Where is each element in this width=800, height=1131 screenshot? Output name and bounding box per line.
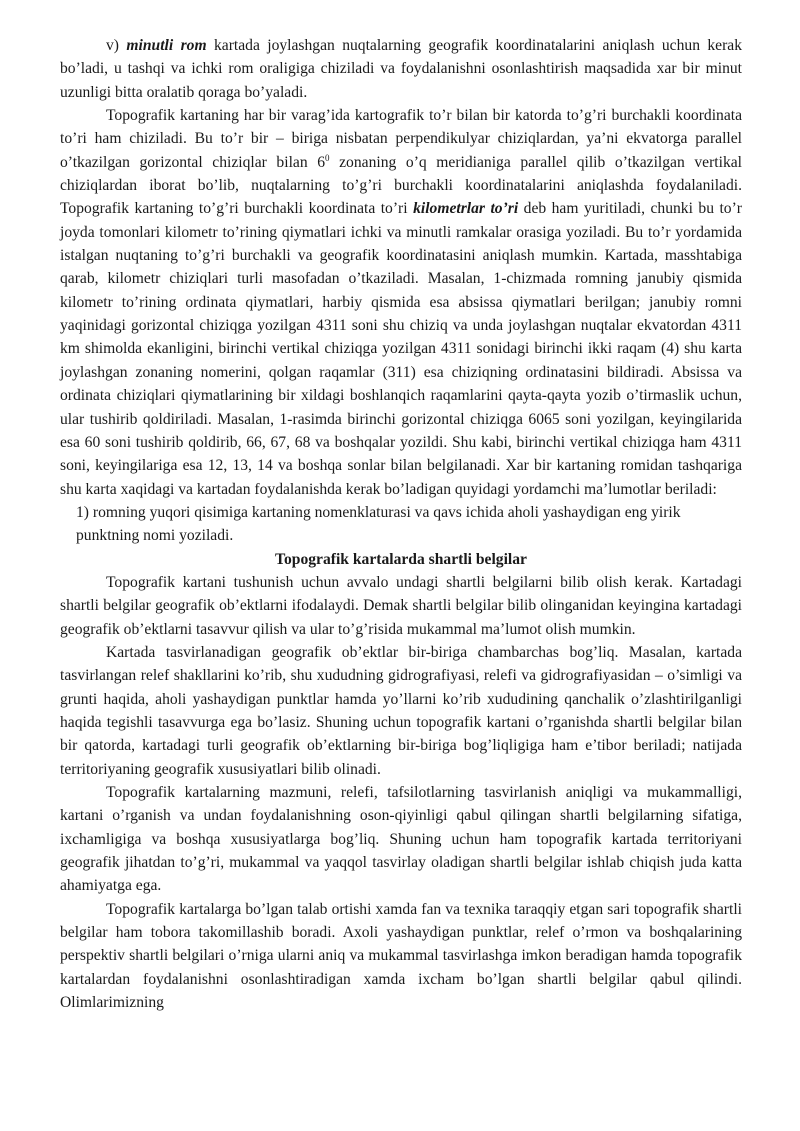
term-minutli-rom: minutli rom [126,37,207,54]
document-page [60,34,742,1014]
section-heading: Topografik kartalarda shartli belgilar [275,550,527,568]
paragraph-coordinate-grid [60,104,742,501]
paragraph-text: kartada joylashgan nuqtalarning geografik koordinatalarini aniqlash uchun kerak bo’ladi, u tashqi va ichki rom oraligiga chiziladi va foydalanishni osonlashtirish maqsadida xar bir minut uzunligi bitta oralatib qoraga bo’yaladi. [60,37,743,101]
paragraph-text: deb ham yuritiladi, chunki bu to’r joyda tomonlari kilometr to’rining qiymatlari ichki va minutli ramkalar orasiga yoziladi. Bu to’r yordamida istalgan nuqtaning to’g’ri burchakli va geografik koordinatasini aniqlash mumkin. Kartada, masshtabiga qarab, kilometr chiziqlari turli masofadan o’tkaziladi. Masalan, 1-chizmada romning janubiy qismida kilometr to’rining ordinata qiymatlari, harbiy qismida esa absissa qiymatlari berilgan; janubiy romni yaqinidagi gorizontal chiziqga yozilgan 4311 soni shu chiziq va unda joylashgan nuqtalar ekvatordan 4311 km shimolda ekanligini, birinchi vertikal chiziqga yozilgan 4311 sonidagi birinchi ikki raqam (4) shu karta joylashgan zonaning nomerini, qolgan raqamlar (311) esa chiziqning ordinatasini bildiradi. Absissa va ordinata chiziqlari qiymatlarining bir xildagi boshlanqich raqamlarini qayta-qayta yozib o’tirmaslik uchun, ular tushirib qoldiriladi. Masalan, 1-rasimda birinchi gorizontal chiziqga 6065 soni yozilgan, keyingilarida esa 60 soni tushirib qoldirib, 66, 67, 68 va boshqalar yozildi. Shu kabi, birinchi vertikal chiziqga ham 4311 soni, keyingilariga esa 12, 13, 14 va boshqa sonlar bilan belgilanadi. Xar bir kartaning romidan tashqariga shu karta xaqidagi va kartadan foydalanishda kerak bo’ladigan quyidagi yordamchi ma’lumotlar beriladi: [60,200,742,498]
term-kilometrlar-tori: kilometrlar to’ri [413,200,519,218]
paragraph-text: zonaning o’q meridianiga parallel qilib o’tkazilgan vertikal chiziqlardan iborat bo’lib, nuqtalarning to’g’ri burchakli koordinatalarini aniqlashda foydalaniladi. Topografik kartaning to’g’ri burchakli koordinata to’ri [60,153,742,218]
paragraph-objects-relation: Kartada tasvirlanadigan geografik ob’ektlar bir-biriga chambarchas bog’liq. Masalan, kartada tasvirlangan relef shakllarini ko’rib, shu xududning gidrografiyasi, relefi va gidrografiyasidan – o’simligi va grunti haqida, aholi yashaydigan punktlar hamda yo’llarni ko’rib xududining qanchalik o’zlashtirilganligi haqida tegishli tasavvurga ega bo’lasiz. Shuning uchun topografik kartani o’rganishda shartli belgilar bilan bir qatorda, kartadagi turli geografik ob’ektlarning bir-biriga bog’liqligiga ham e’tibor beriladi; natijada territoriyaning geografik xususiyatlari bilib olinadi. [60,643,742,778]
degree-superscript: 0 [325,152,330,163]
paragraph-map-content: Topografik kartalarning mazmuni, relefi, tafsilotlarning tasvirlanish aniqligi va mukammalligi, kartani o’rganish va undan foydalanishning oson-qiyinligi qabul qilingan shartli belgilarning sifatiga, ixchamligiga va boshqa xususiyatlarga bog’liq. Shuning uchun ham topografik kartada territoriyani geografik jihatdan to’g’ri, mukammal va yaqqol tasvirlay oladigan shartli belgilar ishlab chiqish juda katta ahamiyatga ega. [60,784,742,895]
paragraph-symbols-intro: Topografik kartani tushunish uchun avvalo undagi shartli belgilarni bilib olish kerak. Kartadagi shartli belgilar geografik ob’ektlarni ifodalaydi. Demak shartli belgilar bilib olinganidan keyingina kartadagi geografik ob’ektlarni tasavvur qilish va ular to’g’risida mukammal ma’lumot olish mumkin. [60,573,742,638]
paragraph-symbols-improvement: Topografik kartalarga bo’lgan talab ortishi xamda fan va texnika taraqqiy etgan sari topografik shartli belgilar ham tobora takomillashib boradi. Axoli yashaydigan punktlar, relef o’rmon va boshqalarining perspektiv shartli belgilari o’rniga ularni aniq va mukammal tasvirlashga imkon beradigan hamda topografik kartalardan foydalanishni osonlashtiradigan xamda ixcham bo’lgan shartli belgilar qabul qilindi. Olimlarimizning [60,900,742,1012]
list-marker-v: v) [106,37,127,54]
paragraph-text: Topografik kartaning har bir varag’ida kartografik to’r bilan bir katorda to’g’ri burchakli koordinata to’ri ham chiziladi. Bu to’r bir – biriga nisbatan perpendikulyar chiziqlardan, ya’ni ekvatorga parallel o’tkazilgan gorizontal chiziqlar bilan 6 [60,107,742,171]
list-item-1: 1) romning yuqori qisimiga kartaning nomenklaturasi va qavs ichida aholi yashaydigan eng yirik punktning nomi yoziladi. [76,503,681,545]
paragraph-minutli-rom [60,34,742,104]
